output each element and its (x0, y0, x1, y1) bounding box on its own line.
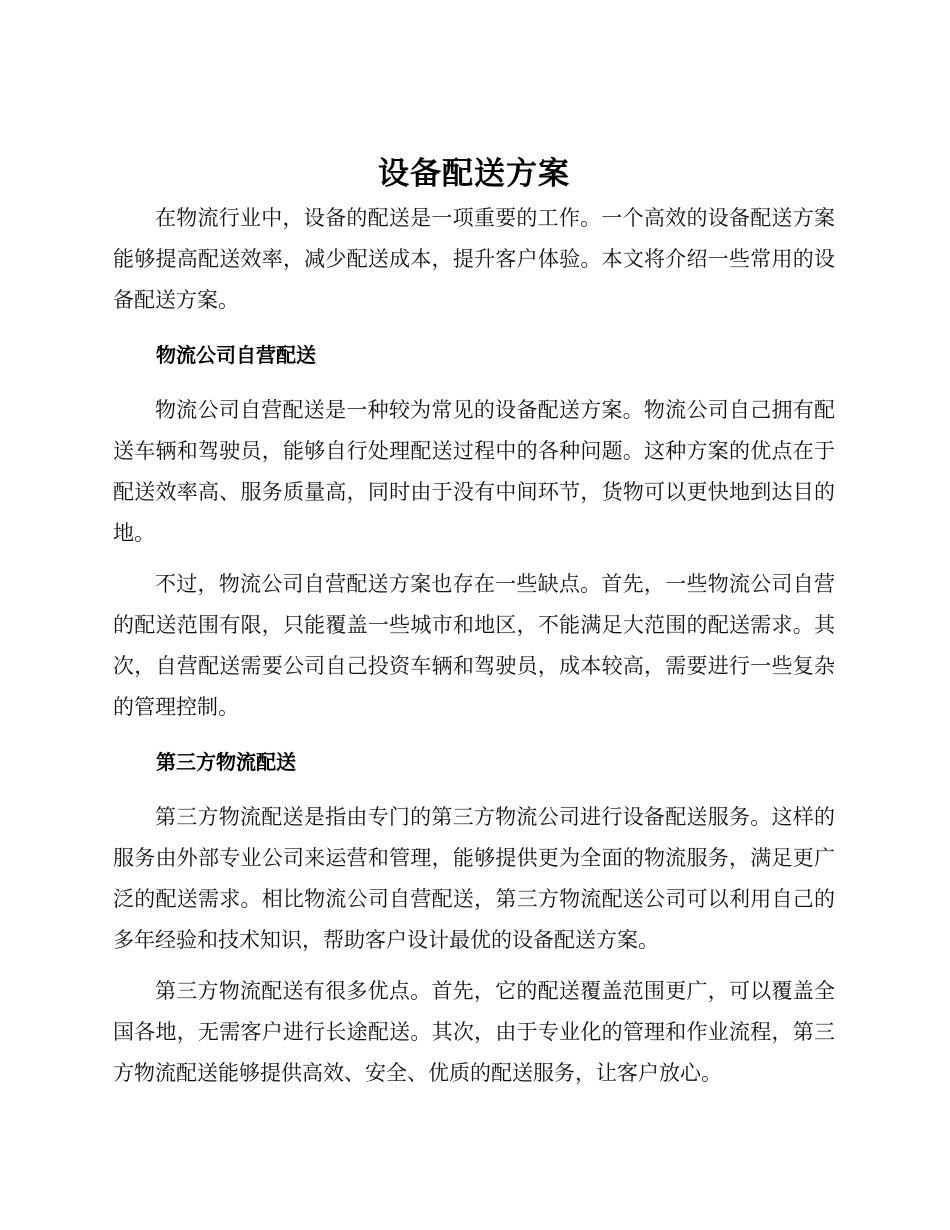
section-2-paragraph-1: 第三方物流配送是指由专门的第三方物流公司进行设备配送服务。这样的服务由外部专业公司来运营和管理，能够提供更为全面的物流服务，满足更广泛的配送需求。相比物流公司自营配送，第三方物流配送公司可以利用自己的多年经验和技术知识，帮助客户设计最优的设备配送方案。 (113, 805, 835, 952)
section-2-paragraph-2: 第三方物流配送有很多优点。首先，它的配送覆盖范围更广，可以覆盖全国各地，无需客户进行长途配送。其次，由于专业化的管理和作业流程，第三方物流配送能够提供高效、安全、优质的配送服务，让客户放心。 (113, 979, 835, 1085)
section-heading-self-operated: 物流公司自营配送 (156, 343, 316, 367)
spacer (113, 376, 835, 390)
section-heading-third-party: 第三方物流配送 (156, 750, 296, 774)
document-body (113, 150, 835, 1094)
section-1-paragraph-1: 物流公司自营配送是一种较为常见的设备配送方案。物流公司自己拥有配送车辆和驾驶员，能够自行处理配送过程中的各种问题。这种方案的优点在于配送效率高、服务质量高，同时由于没有中间环节，货物可以更快地到达目的地。 (113, 398, 835, 545)
spacer (113, 783, 835, 797)
document-title: 设备配送方案 (378, 156, 570, 192)
section-1-paragraph-2: 不过，物流公司自营配送方案也存在一些缺点。首先，一些物流公司自营的配送范围有限，只能覆盖一些城市和地区，不能满足大范围的配送需求。其次，自营配送需要公司自己投资车辆和驾驶员，成本较高，需要进行一些复杂的管理控制。 (113, 572, 835, 719)
spacer (113, 554, 835, 564)
spacer (113, 728, 835, 742)
intro-paragraph: 在物流行业中，设备的配送是一项重要的工作。一个高效的设备配送方案能够提高配送效率，减少配送成本，提升客户体验。本文将介绍一些常用的设备配送方案。 (113, 206, 835, 312)
spacer (113, 321, 835, 335)
spacer (113, 961, 835, 971)
